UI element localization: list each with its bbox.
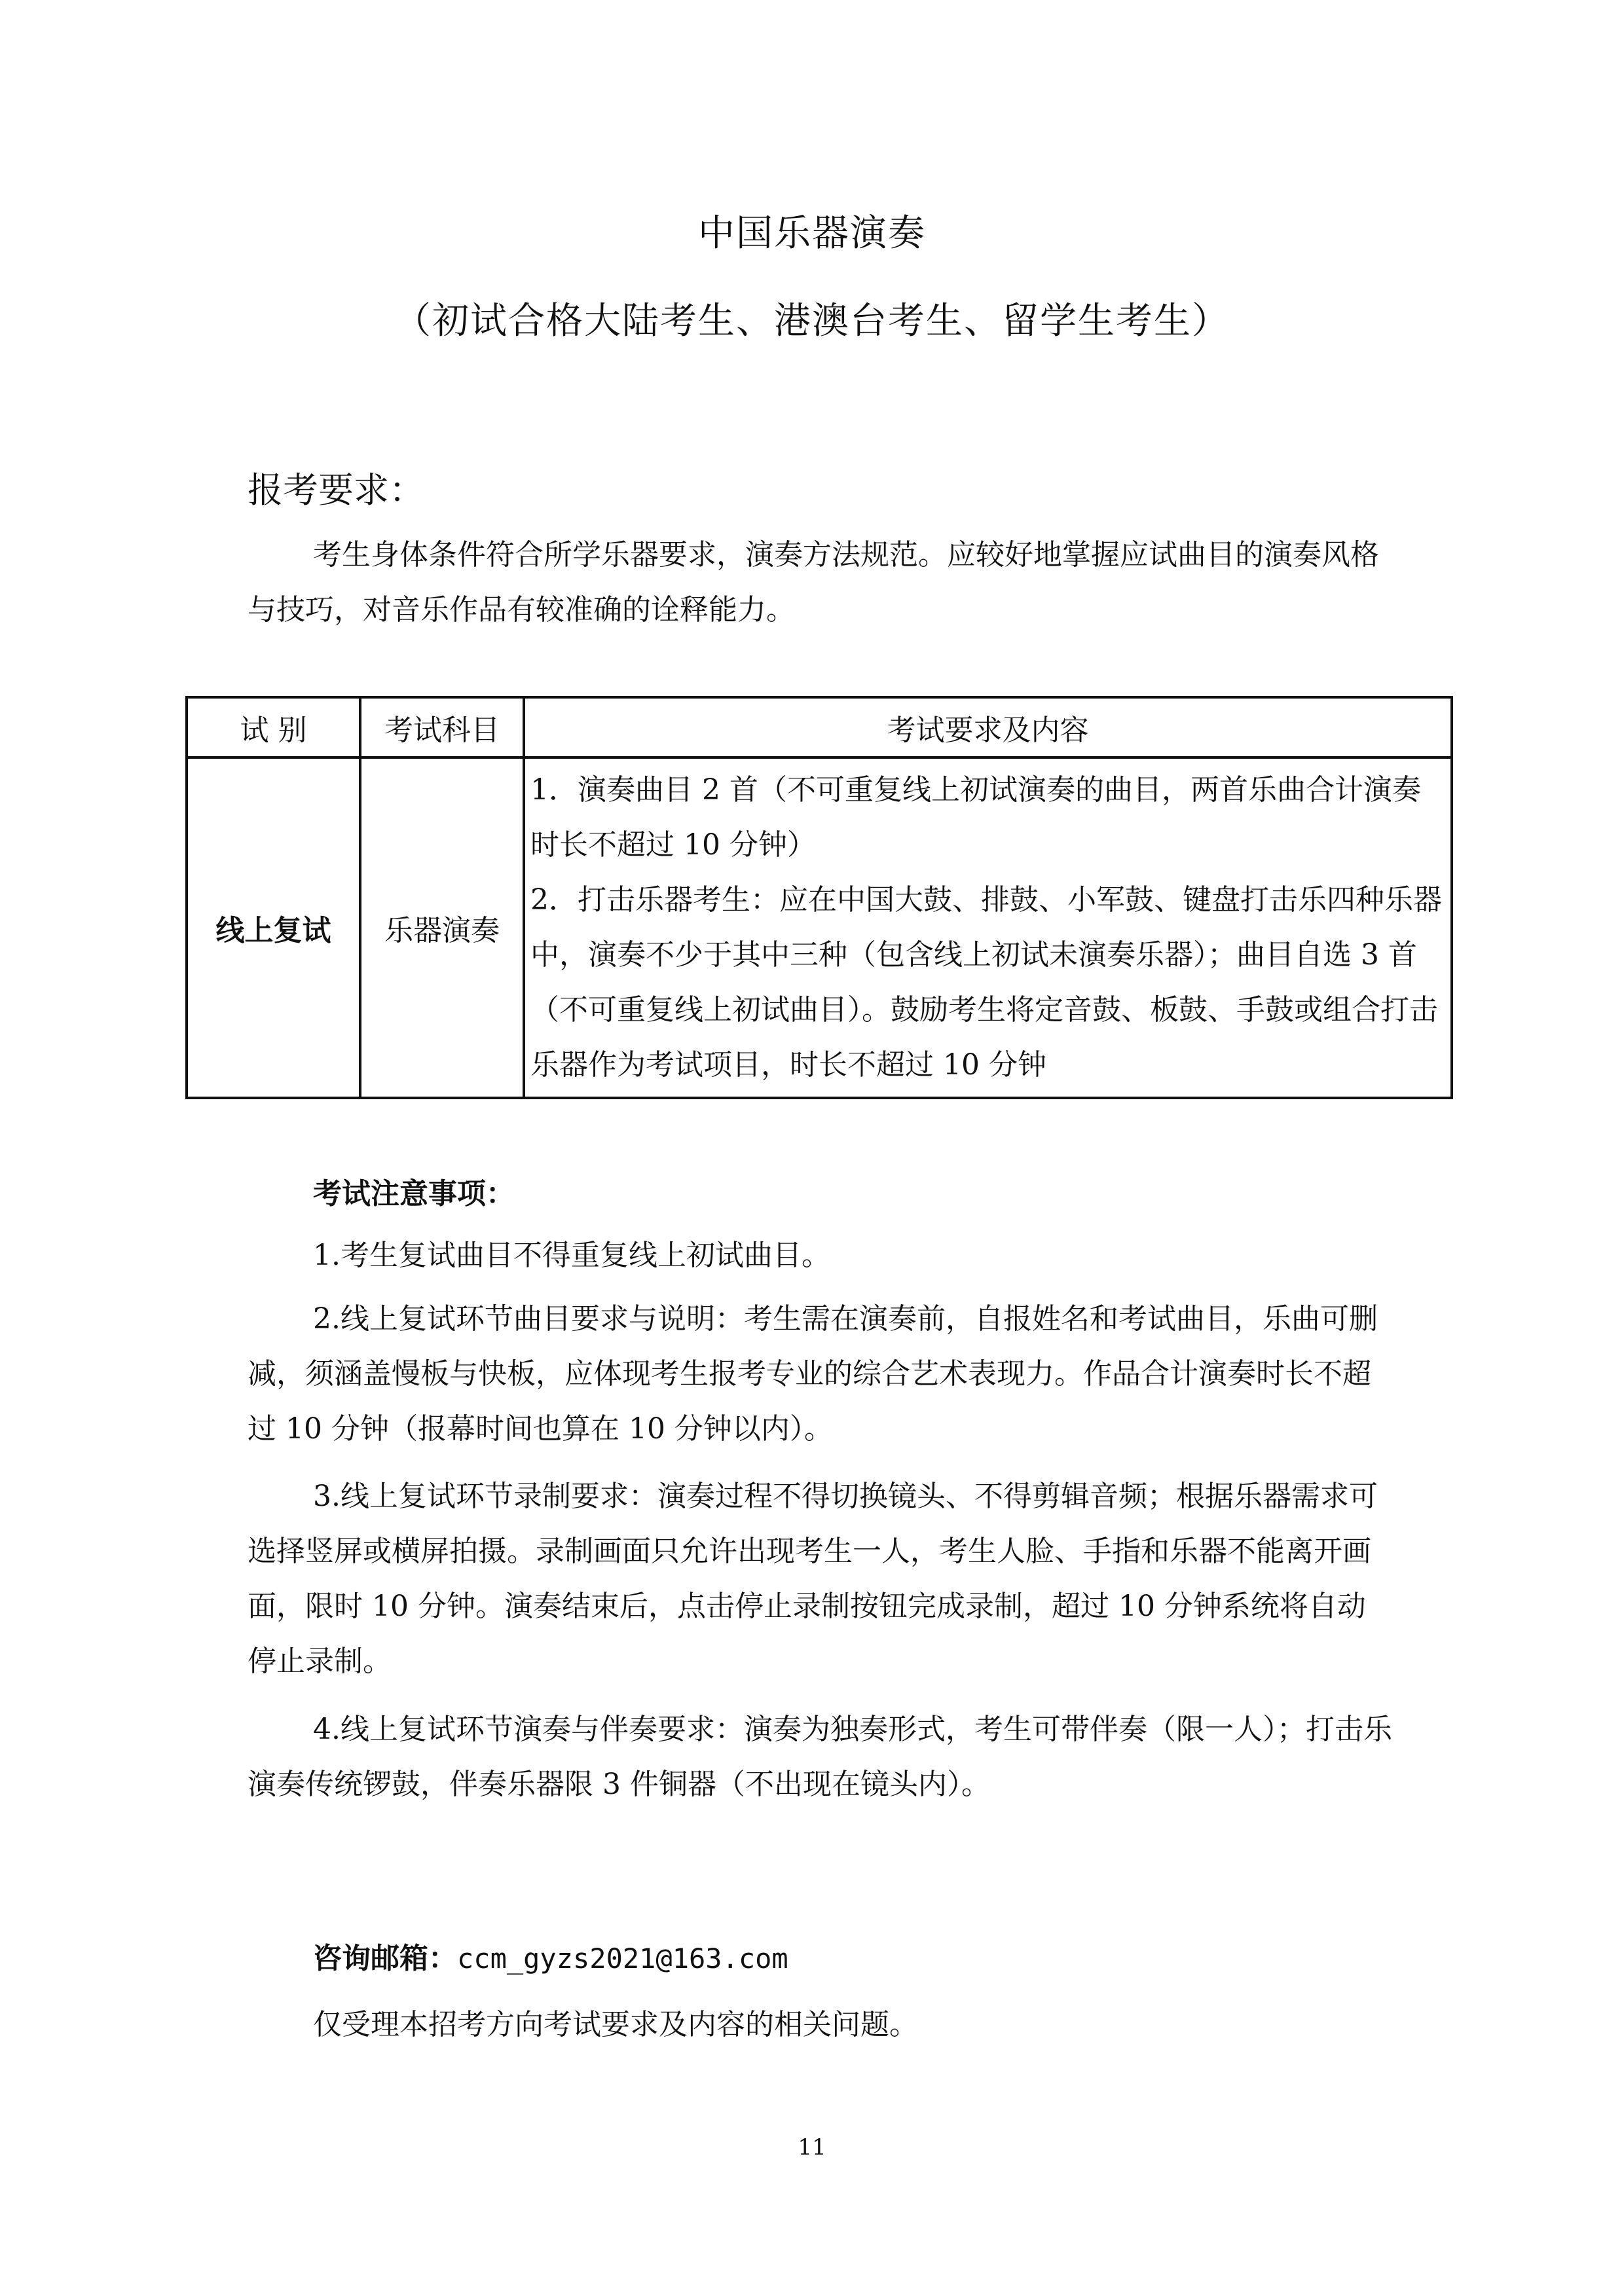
note-item-3: 3.线上复试环节录制要求：演奏过程不得切换镜头、不得剪辑音频；根据乐器需求可选择竖屏或横屏拍摄。录制画面只允许出现考生一人，考生人脸、手指和乐器不能离开画面，限时 10 分钟。演奏结束后，点击停止录制按钮完成录制，超过 10 分钟系统将自动停止录制。 bbox=[248, 1480, 1378, 1678]
cell-subject: 乐器演奏 bbox=[360, 757, 524, 1098]
page-subtitle: （初试合格大陆考生、港澳台考生、留学生考生） bbox=[394, 300, 1230, 342]
contact-note: 仅受理本招考方向考试要求及内容的相关问题。 bbox=[313, 2008, 918, 2041]
requirements-heading: 报考要求： bbox=[248, 469, 424, 511]
note-item-2: 2.线上复试环节曲目要求与说明：考生需在演奏前，自报姓名和考试曲目，乐曲可删减，须涵盖慢板与快板，应体现考生报考专业的综合艺术表现力。作品合计演奏时长不超过 10 分钟（报幕时间也算在 10 分钟以内）。 bbox=[248, 1302, 1378, 1446]
header-subject: 考试科目 bbox=[360, 697, 524, 757]
table-header-row bbox=[187, 697, 1452, 757]
requirement-item-1: 1．演奏曲目 2 首（不可重复线上初试演奏的曲目，两首乐曲合计演奏时长不超过 10 分钟） bbox=[530, 773, 1421, 862]
notes-heading: 考试注意事项： bbox=[313, 1177, 515, 1211]
cell-stage: 线上复试 bbox=[187, 757, 360, 1098]
contact-label: 咨询邮箱： bbox=[313, 1942, 457, 1975]
page-title: 中国乐器演奏 bbox=[698, 212, 926, 255]
contact-email[interactable]: ccm_gyzs2021@163.com bbox=[457, 1942, 788, 1975]
requirements-body: 考生身体条件符合所学乐器要求，演奏方法规范。应较好地掌握应试曲目的演奏风格与技巧，对音乐作品有较准确的诠释能力。 bbox=[248, 538, 1379, 627]
header-stage: 试 别 bbox=[187, 697, 360, 757]
cell-requirements bbox=[524, 757, 1452, 1098]
note-item-1: 1.考生复试曲目不得重复线上初试曲目。 bbox=[313, 1239, 830, 1272]
contact-line bbox=[313, 1935, 788, 1977]
table-row bbox=[187, 757, 1452, 1098]
requirement-item-2: 2．打击乐器考生：应在中国大鼓、排鼓、小军鼓、键盘打击乐四种乐器中，演奏不少于其中三种（包含线上初试未演奏乐器）；曲目自选 3 首（不可重复线上初试曲目）。鼓励考生将定音鼓、板鼓、手鼓或组合打击乐器作为考试项目，时长不超过 10 分钟 bbox=[530, 883, 1442, 1082]
note-item-4: 4.线上复试环节演奏与伴奏要求：演奏为独奏形式，考生可带伴奏（限一人）；打击乐演奏传统锣鼓，伴奏乐器限 3 件铜器（不出现在镜头内）。 bbox=[248, 1713, 1392, 1801]
header-requirements: 考试要求及内容 bbox=[524, 697, 1452, 757]
page-number: 11 bbox=[798, 2134, 826, 2160]
exam-table bbox=[185, 696, 1453, 1099]
